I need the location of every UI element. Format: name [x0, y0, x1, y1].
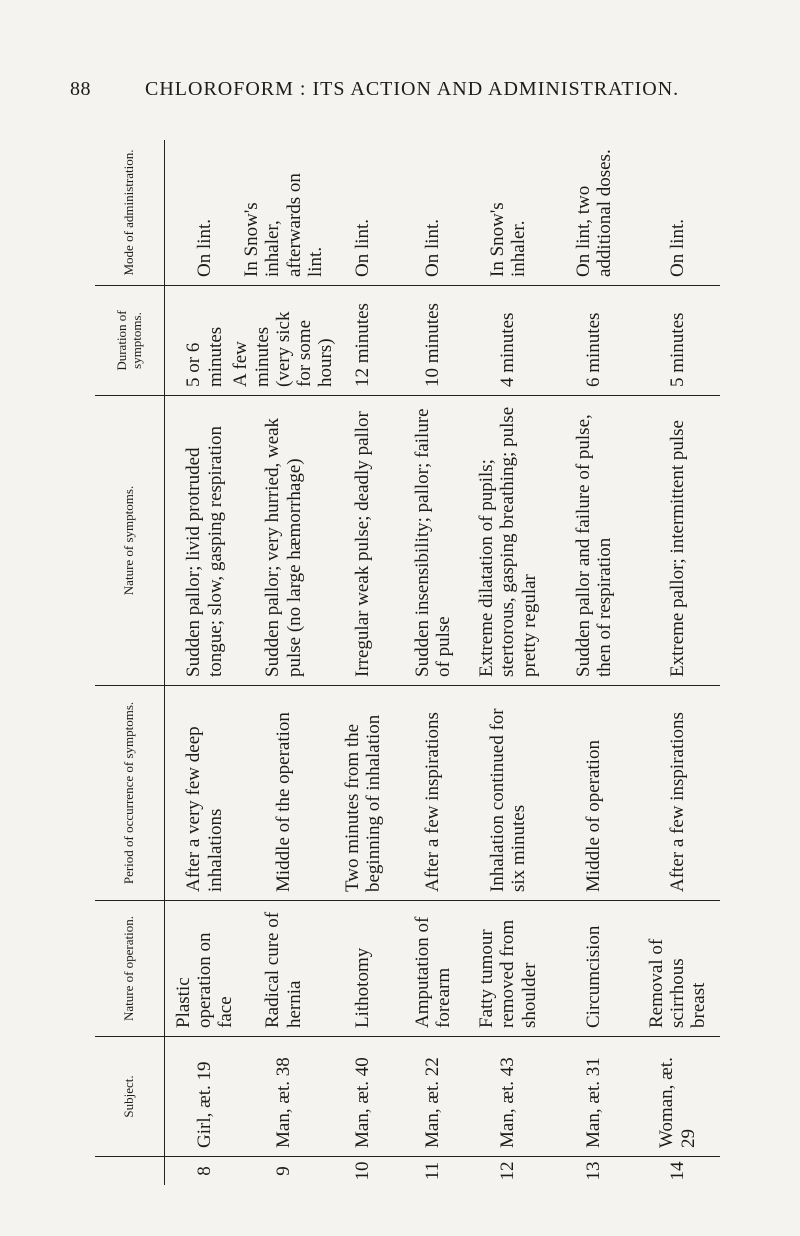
cell-mode: On lint, two additional doses. — [553, 140, 635, 286]
table-row — [463, 140, 553, 1185]
cell-operation: Radical cure of hernia — [244, 901, 323, 1037]
cell-period: Two minutes from the beginning of inhalation — [323, 686, 403, 901]
cell-mode: On lint. — [165, 140, 244, 286]
header-symptoms: Nature of symptoms. — [95, 396, 164, 686]
cell-operation: Plastic operation on face — [165, 901, 244, 1037]
cell-subject: Man, æt. 40 — [323, 1037, 403, 1157]
cell-no: 9 — [272, 1166, 294, 1176]
cell-symptoms: Sudden pallor and failure of pulse, then of respiration — [553, 396, 635, 686]
cell-subject: Man, æt. 22 — [403, 1037, 463, 1157]
header-no — [95, 1157, 164, 1185]
cell-duration: 10 minutes — [403, 286, 463, 396]
cell-period: Middle of the operation — [244, 686, 323, 901]
header-mode: Mode of administration. — [95, 140, 164, 286]
cell-mode: On lint. — [403, 140, 463, 286]
cell-subject: Man, æt. 43 — [463, 1037, 553, 1157]
cell-symptoms: Irregular weak pulse; deadly pallor — [323, 396, 403, 686]
cell-duration: 5 or 6 minutes — [165, 286, 244, 396]
cell-duration: 4 minutes — [463, 286, 553, 396]
cell-operation: Amputation of forearm — [403, 901, 463, 1037]
cell-subject: Man, æt. 31 — [553, 1037, 635, 1157]
cell-duration: 5 minutes — [635, 286, 720, 396]
cell-symptoms: Sudden insensibility; pallor; failure of pulse — [403, 396, 463, 686]
table-row — [553, 140, 635, 1185]
cell-duration: A few minutes (very sick for some hours) — [244, 286, 323, 396]
cell-symptoms: Sudden pallor; livid protruded tongue; slow, gasping respiration — [165, 396, 244, 686]
cell-operation: Fatty tumour removed from shoulder — [463, 901, 553, 1037]
running-head: CHLOROFORM : ITS ACTION AND ADMINISTRATION. — [145, 78, 680, 100]
cell-period: After a very few deep inhalations — [165, 686, 244, 901]
cell-period: Middle of operation — [553, 686, 635, 901]
cell-symptoms: Extreme dilatation of pupils; stertorous, gasping breathing; pulse pretty regular — [463, 396, 553, 686]
cell-no: 14 — [666, 1161, 688, 1181]
cell-mode: In Snow's inhaler. — [463, 140, 553, 286]
cell-duration: 6 minutes — [553, 286, 635, 396]
cell-operation: Removal of scirrhous breast — [635, 901, 720, 1037]
cell-no: 12 — [497, 1161, 519, 1181]
symptoms-table — [95, 140, 720, 1185]
cell-no: 10 — [352, 1161, 374, 1181]
cell-subject: Girl, æt. 19 — [165, 1037, 244, 1157]
cell-operation: Lithotomy — [323, 901, 403, 1037]
cell-no: 11 — [422, 1161, 444, 1181]
header-duration: Duration of symptoms. — [95, 286, 164, 396]
page-header — [0, 78, 800, 118]
cell-subject: Woman, æt. 29 — [635, 1037, 720, 1157]
cell-period: Inhalation continued for six minutes — [463, 686, 553, 901]
table-row — [635, 140, 720, 1185]
table-header-row — [95, 140, 165, 1185]
cell-subject: Man, æt. 38 — [244, 1037, 323, 1157]
header-operation: Nature of operation. — [95, 901, 164, 1037]
cell-symptoms: Extreme pallor; intermittent pulse — [635, 396, 720, 686]
cell-no: 13 — [583, 1161, 605, 1181]
cell-period: After a few inspirations — [403, 686, 463, 901]
cell-operation: Circumcision — [553, 901, 635, 1037]
header-subject: Subject. — [95, 1037, 164, 1157]
table-row — [230, 140, 337, 1185]
header-period: Period of occurrence of symptoms. — [95, 686, 164, 901]
cell-symptoms: Sudden pallor; very hurried, weak pulse (no large hæmorrhage) — [244, 396, 323, 686]
cell-period: After a few inspirations — [635, 686, 720, 901]
page-number: 88 — [70, 78, 91, 100]
cell-mode: On lint. — [635, 140, 720, 286]
cell-mode: In Snow's inhaler, afterwards on lint. — [244, 140, 323, 286]
cell-mode: On lint. — [323, 140, 403, 286]
cell-duration: 12 minutes — [323, 286, 403, 396]
table-row — [403, 140, 463, 1185]
table-row — [323, 140, 403, 1185]
cell-no: 8 — [193, 1166, 215, 1176]
